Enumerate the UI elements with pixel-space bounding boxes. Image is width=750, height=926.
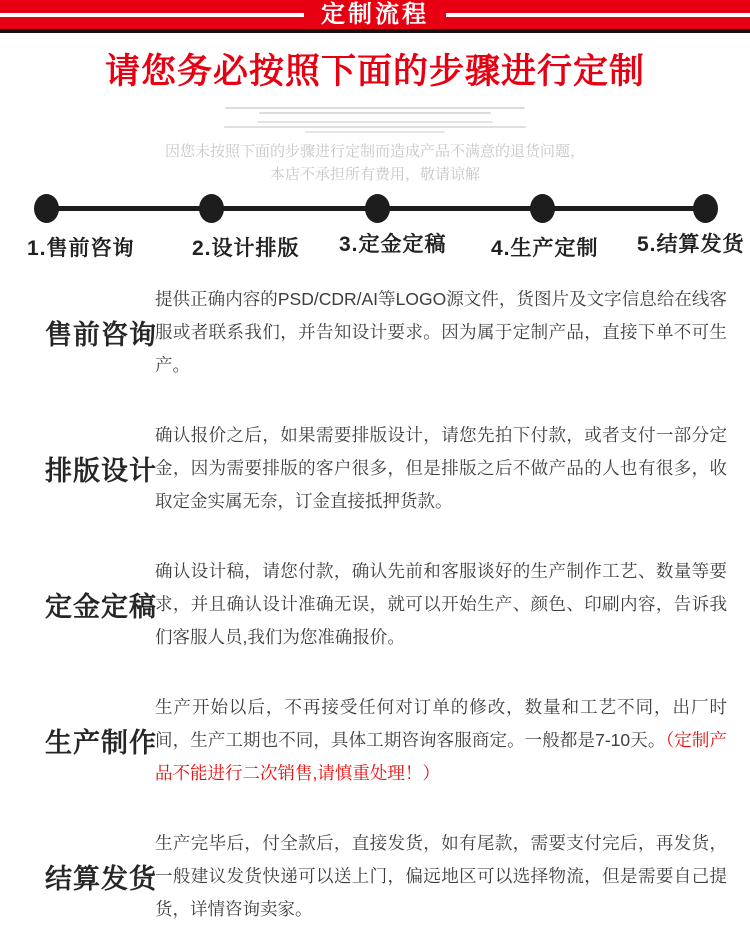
disclaimer-line-2: 本店不承担所有费用，敬请谅解: [269, 166, 480, 183]
fine-print-line: [257, 121, 493, 123]
timeline-step-5: 5.结算发货: [637, 233, 745, 256]
timeline-dot-4: [530, 194, 555, 223]
fine-print-line: [224, 126, 526, 128]
section-presale-consult: [0, 283, 750, 382]
section-highlight-warning: （定制产品不能进行二次销售,请慎重处理！）: [155, 730, 727, 783]
disclaimer-notice: [0, 140, 750, 186]
section-title: 售前咨询: [45, 320, 157, 350]
timeline-step-2: 2.设计排版: [192, 237, 300, 260]
illegible-fine-print: [0, 107, 750, 133]
section-production: [0, 691, 750, 790]
timeline-dot-5: [693, 194, 718, 223]
ribbon-line-right: [446, 13, 750, 17]
timeline-dot-3: [365, 194, 390, 223]
section-layout-design: [0, 419, 750, 518]
process-timeline: [0, 194, 750, 260]
timeline-dot-1: [34, 194, 59, 223]
ribbon-banner: [0, 0, 750, 33]
fine-print-line: [225, 107, 525, 109]
section-settlement-shipping: [0, 827, 750, 926]
section-body: [155, 419, 727, 518]
section-text: 提供正确内容的PSD/CDR/AI等LOGO源文件，货图片及文字信息给在线客服或者联系我们，并告知设计要求。因为属于定制产品，直接下单不可生产。: [155, 289, 727, 375]
fine-print-line: [305, 131, 445, 133]
ribbon-title: 定制流程: [321, 0, 429, 28]
section-text: 生产开始以后，不再接受任何对订单的修改，数量和工艺不同，出厂时间，生产工期也不同，具体工期咨询客服商定。一般都是7-10天。: [155, 697, 727, 750]
fine-print-line: [259, 112, 491, 114]
section-text: 确认设计稿，请您付款，确认先前和客服谈好的生产制作工艺、数量等要求，并且确认设计准确无误，就可以开始生产、颜色、印刷内容，告诉我们客服人员,我们为您准确报价。: [155, 561, 727, 647]
step-sections: [0, 283, 750, 926]
section-body: [155, 827, 727, 926]
section-body: [155, 691, 727, 790]
timeline-step-3: 3.定金定稿: [339, 233, 447, 256]
section-title: 结算发货: [45, 864, 157, 894]
timeline-step-4: 4.生产定制: [491, 237, 599, 260]
timeline-step-1: 1.售前咨询: [27, 237, 135, 260]
section-title: 定金定稿: [45, 592, 157, 622]
disclaimer-line-1: 因您未按照下面的步骤进行定制而造成产品不满意的退货问题，: [164, 143, 585, 160]
section-body: [155, 555, 727, 654]
section-text: 确认报价之后，如果需要排版设计，请您先拍下付款，或者支付一部分定金，因为需要排版的客户很多，但是排版之后不做产品的人也有很多，收取定金实属无奈，订金直接抵押货款。: [155, 425, 727, 511]
ribbon-line-left: [0, 13, 304, 17]
section-text: 生产完毕后，付全款后，直接发货，如有尾款，需要支付完后，再发货，一般建议发货快递可以送上门，偏远地区可以选择物流，但是需要自己提货，详情咨询卖家。: [155, 833, 727, 919]
section-body: [155, 283, 727, 382]
section-title: 生产制作: [45, 728, 157, 758]
section-deposit-final-draft: [0, 555, 750, 654]
page-title: 请您务必按照下面的步骤进行定制: [104, 52, 645, 91]
timeline-dot-2: [199, 194, 224, 223]
section-title: 排版设计: [45, 456, 157, 486]
